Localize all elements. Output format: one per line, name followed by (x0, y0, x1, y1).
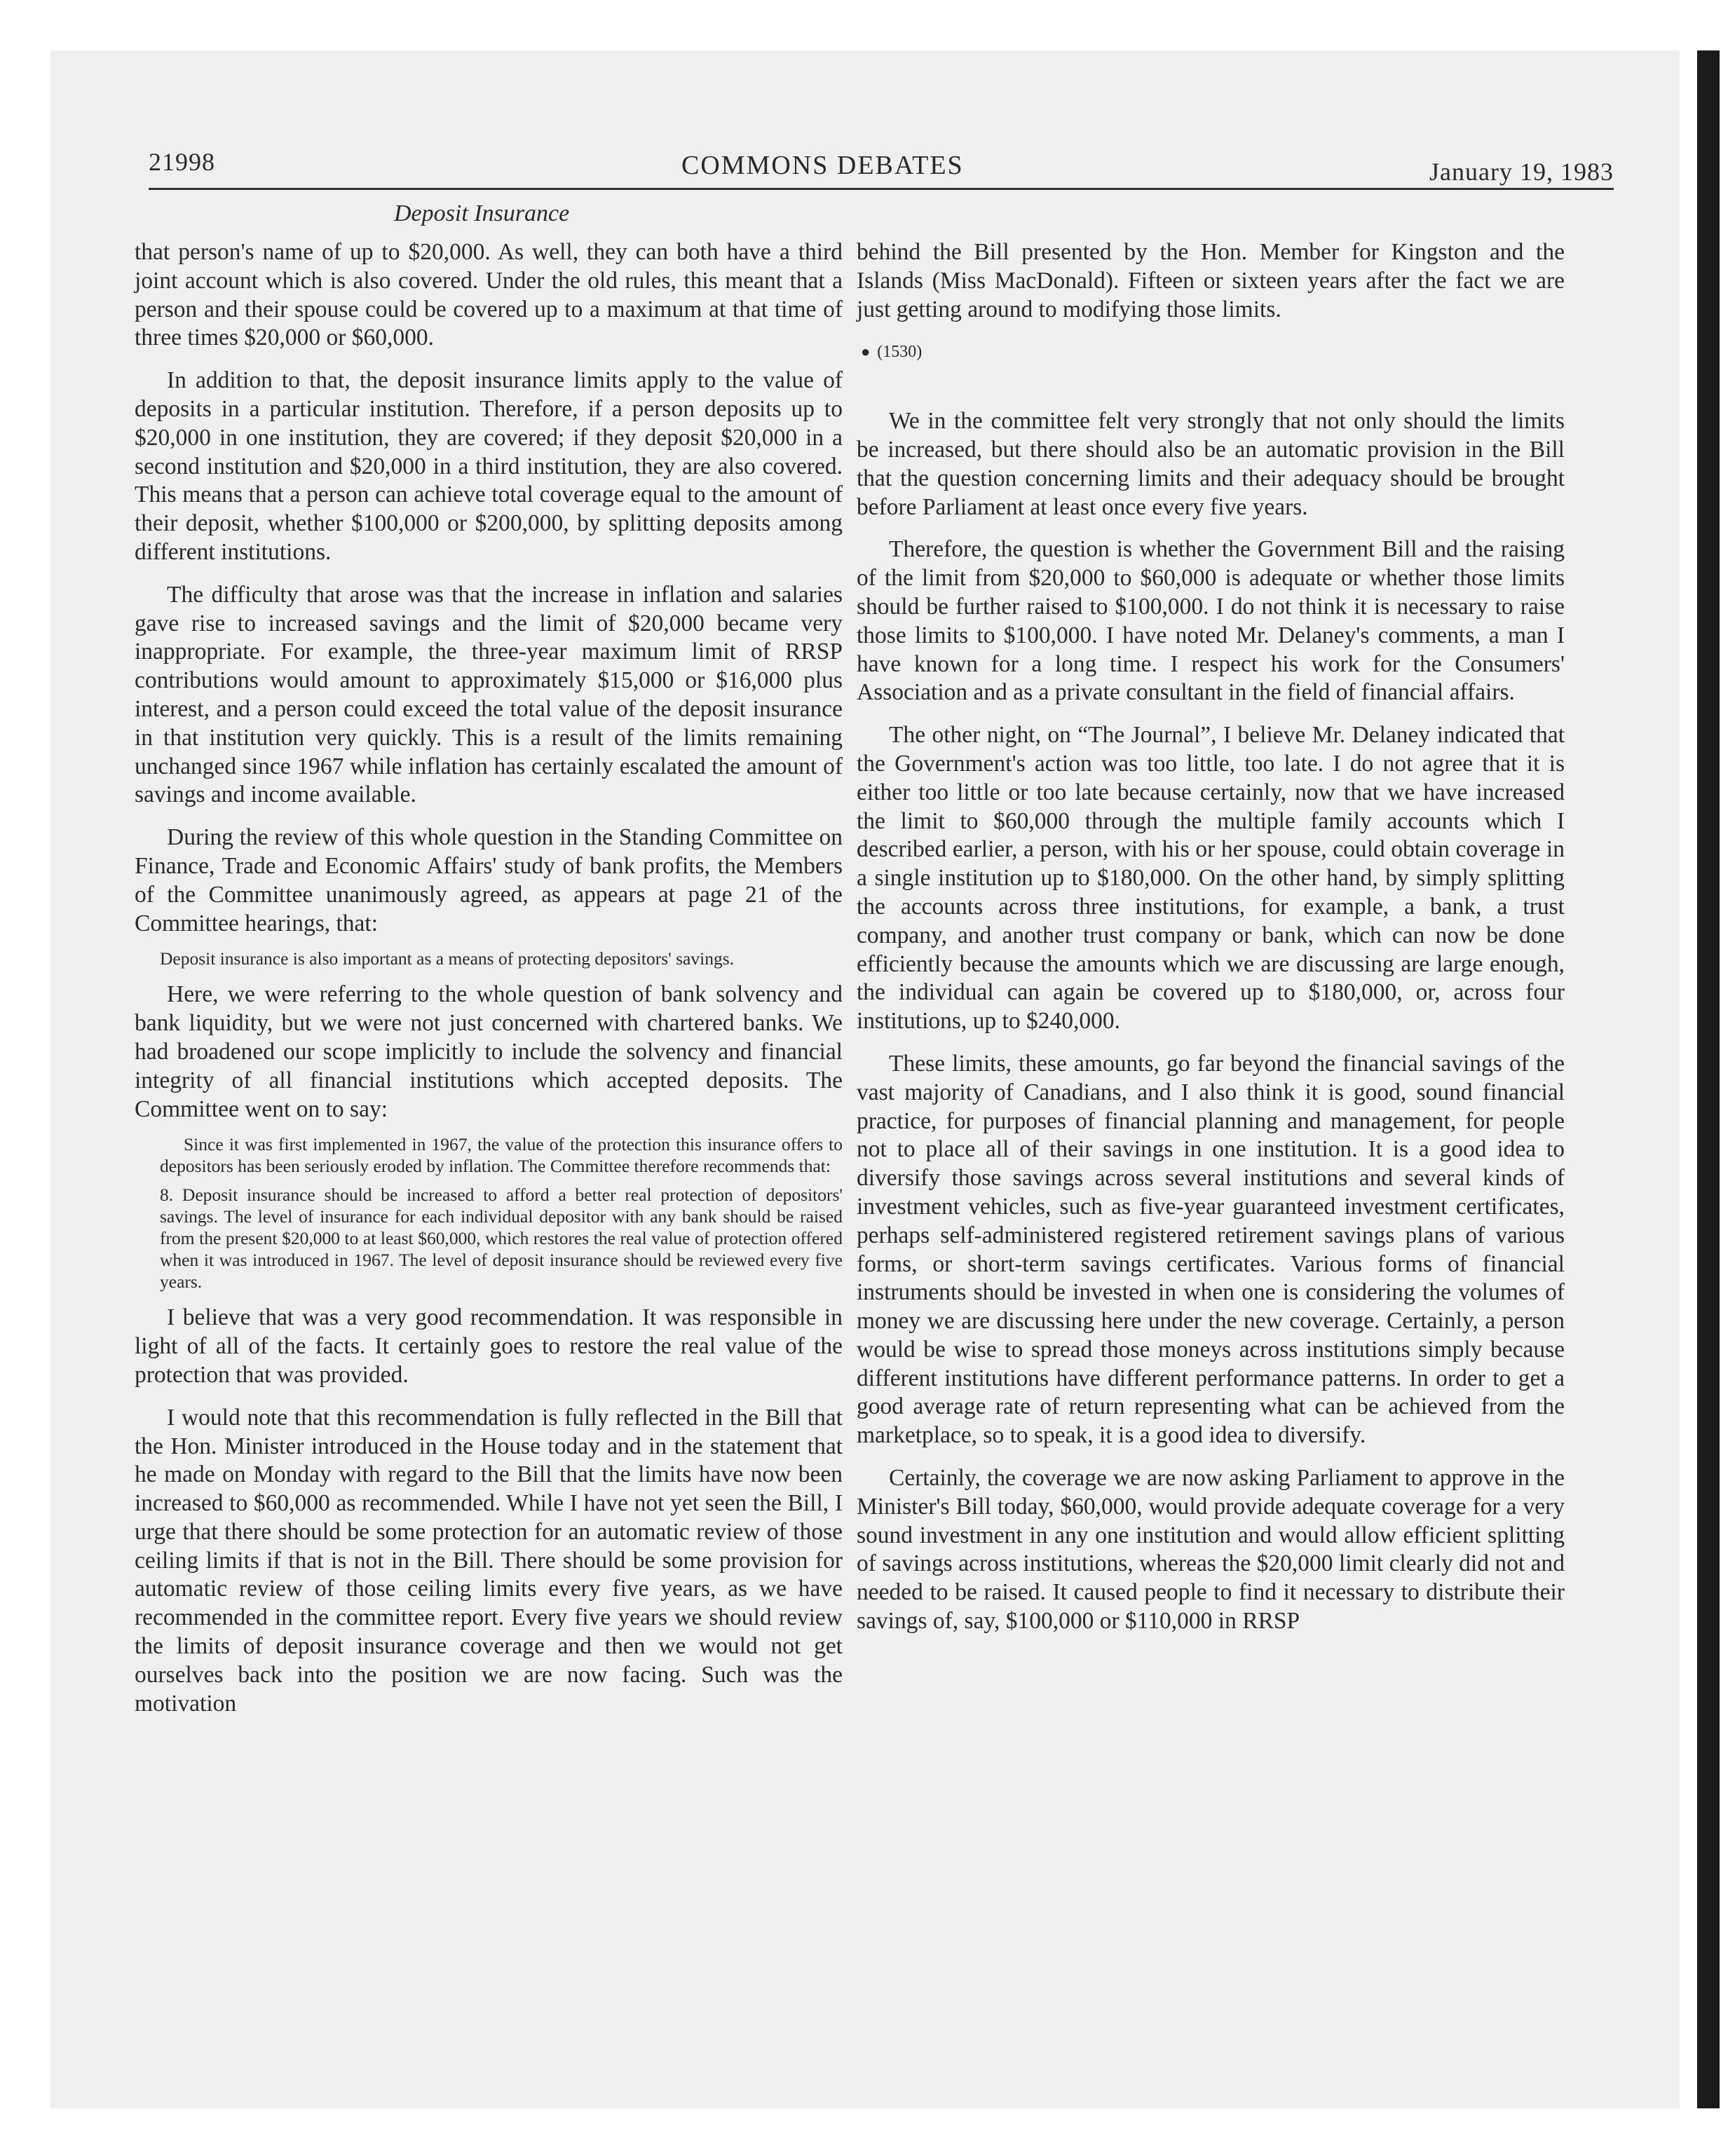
block-quote: Since it was first implemented in 1967, the value of the protection this insurance offers to depositors has been seriously eroded by inflation. The Committee therefore recommends that: (160, 1134, 843, 1177)
right-column (857, 238, 1565, 1650)
page-header (149, 147, 1614, 189)
paragraph: that person's name of up to $20,000. As well, they can both have a third joint account which is also covered. Under the old rules, this meant that a person and their spouse could be covered up to a maximum at that time of three times $20,000 or $60,000. (135, 239, 843, 351)
paragraph: During the review of this whole question in the Standing Committee on Finance, Trade and Economic Affairs' study of bank profits, the Members of the Committee unanimously agreed, as appears at page 21 of the Committee hearings, that: (135, 824, 843, 936)
timestamp (861, 338, 1565, 367)
block-quote: Deposit insurance is also important as a means of protecting depositors' savings. (160, 948, 735, 969)
paragraph: We in the committee felt very strongly that not only should the limits be increased, but there should also be an automatic provision in the Bill that the question concerning limits and their adequacy should be brought before Parliament at least once every five years. (857, 408, 1565, 520)
paragraph: Therefore, the question is whether the Government Bill and the raising of the limit from $20,000 to $60,000 is adequate or whether those limits should be further raised to $100,000. I do not think it is necessary to raise those limits to $100,000. I have noted Mr. Delaney's comments, a man I have known for a long time. I respect his work for the Consumers' Association and as a private consultant in the field of financial affairs. (857, 536, 1565, 706)
paragraph: The difficulty that arose was that the increase in inflation and salaries gave rise to increased savings and the limit of $20,000 became very inappropriate. For example, the three-year maximum limit of RRSP contributions would amount to approximately $15,000 or $16,000 plus interest, and a person could exceed the total value of the deposit insurance in that institution very quickly. This is a result of the limits remaining unchanged since 1967 while inflation has certainly escalated the amount of savings and income available. (135, 581, 843, 808)
header-rule (149, 188, 1614, 190)
bullet-icon: ● (861, 343, 871, 361)
issue-date: January 19, 1983 (1429, 158, 1614, 186)
paragraph: I would note that this recommendation is fully reflected in the Bill that the Hon. Minister introduced in the House today and in the statement that he made on Monday with regard to the Bill that the limits have now been increased to $60,000 as recommended. While I have not yet seen the Bill, I urge that there should be some protection for an automatic review of those ceiling limits if that is not in the Bill. There should be some provision for automatic review of those ceiling limits every five years, as we have recommended in the committee report. Every five years we should review the limits of deposit insurance coverage and then we would not get ourselves back into the position we are now facing. Such was the motivation (135, 1404, 843, 1717)
page-scan (50, 50, 1680, 2108)
paragraph: In addition to that, the deposit insurance limits apply to the value of deposits in a particular institution. Therefore, if a person deposits up to $20,000 in one institution, they are covered; if they deposit $20,000 in a second institution and $20,000 in a third institution, they are also covered. This means that a person can achieve total coverage equal to the amount of their deposit, whether $100,000 or $200,000, by splitting deposits among different institutions. (135, 367, 843, 565)
scan-edge-bar (1697, 50, 1720, 2108)
paragraph: I believe that was a very good recommendation. It was responsible in light of all of the facts. It certainly goes to restore the real value of the protection that was provided. (135, 1304, 843, 1388)
paragraph: Here, we were referring to the whole question of bank solvency and bank liquidity, but we were not just concerned with chartered banks. We had broadened our scope implicitly to include the solvency and financial integrity of all financial institutions which accepted deposits. The Committee went on to say: (135, 981, 843, 1122)
block-quote-recommendation: 8. Deposit insurance should be increased to afford a better real protection of depositors' savings. The level of insurance for each individual depositor with any bank should be raised from the present $20,000 to at least $60,000, which restores the real value of protection offered when it was introduced in 1967. The level of deposit insurance should be reviewed every five years. (160, 1185, 843, 1292)
journal-title: COMMONS DEBATES (681, 151, 964, 180)
page-number: 21998 (149, 148, 215, 176)
paragraph: These limits, these amounts, go far beyond the financial savings of the vast majority of Canadians, and I also think it is good, sound financial practice, for purposes of financial planning and management, for people not to place all of their savings in one institution. It is a good idea to diversify those savings across several institutions and several kinds of investment vehicles, such as five-year guaranteed investment certificates, perhaps self-administered registered retirement savings plans of various forms, or short-term savings certificates. Various forms of financial instruments should be invested in when one is considering the volumes of money we are discussing here under the new coverage. Certainly, a person would be wise to spread those moneys across institutions simply because different institutions have different performance patterns. In order to get a good average rate of return representing what can be achieved from the marketplace, so to speak, it is a good idea to diversify. (857, 1050, 1565, 1449)
section-title: Deposit Insurance (394, 200, 570, 226)
paragraph: Certainly, the coverage we are now asking Parliament to approve in the Minister's Bill today, $60,000, would provide adequate coverage for a very sound investment in any one institution and would allow efficient splitting of savings across institutions, whereas the $20,000 limit clearly did not and needed to be raised. It caused people to find it necessary to distribute their savings of, say, $100,000 or $110,000 in RRSP (857, 1465, 1565, 1635)
left-column (135, 238, 843, 1732)
paragraph: behind the Bill presented by the Hon. Member for Kingston and the Islands (Miss MacDonald). Fifteen or sixteen years after the fact we are just getting around to modifying those limits. (857, 239, 1565, 322)
timestamp-text: (1530) (877, 343, 923, 362)
paragraph: The other night, on “The Journal”, I believe Mr. Delaney indicated that the Government's action was too little, too late. I do not agree that it is either too little or too late because certainly, now that we have increased the limit to $60,000 through the multiple family accounts which I described earlier, a person, with his or her spouse, could obtain coverage in a single institution up to $180,000. On the other hand, by simply splitting the accounts across three institutions, for example, a bank, a trust company, and another trust company or bank, which can now be done efficiently because the amounts which we are discussing are large enough, the individual can again be covered up to $180,000, or, across four institutions, up to $240,000. (857, 722, 1565, 1035)
